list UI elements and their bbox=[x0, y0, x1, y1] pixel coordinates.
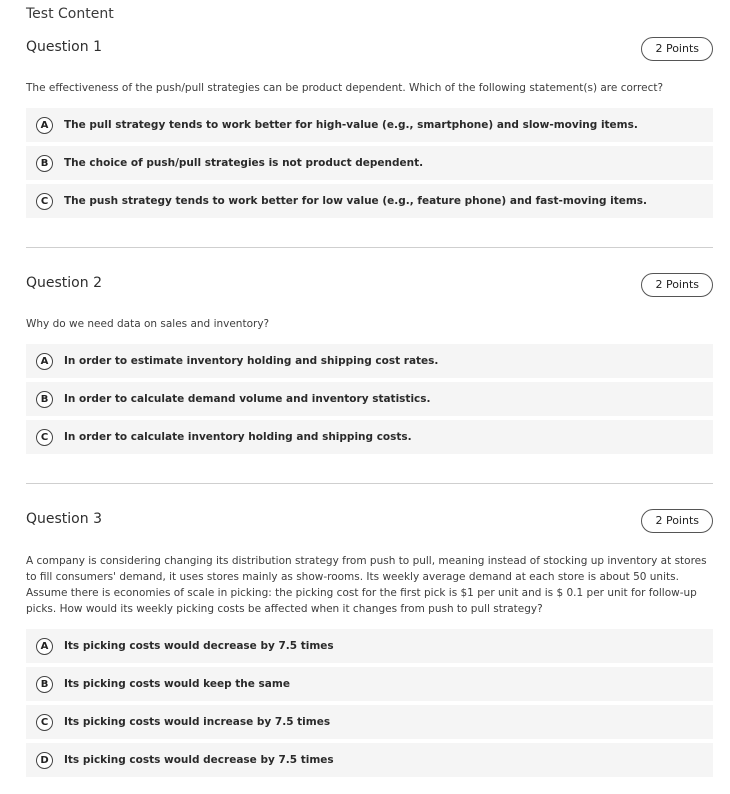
option-text: In order to estimate inventory holding and shipping cost rates. bbox=[64, 355, 439, 367]
option-text: The push strategy tends to work better for low value (e.g., feature phone) and fast-moving items. bbox=[64, 195, 648, 207]
option-b[interactable] bbox=[26, 146, 713, 180]
option-a[interactable] bbox=[26, 108, 713, 142]
question-header bbox=[26, 37, 713, 61]
option-text: In order to calculate inventory holding and shipping costs. bbox=[64, 431, 412, 443]
option-c[interactable] bbox=[26, 184, 713, 218]
answer-options bbox=[26, 629, 713, 781]
option-text: Its picking costs would keep the same bbox=[64, 678, 290, 690]
page-title: Test Content bbox=[26, 6, 114, 22]
option-text: Its picking costs would decrease by 7.5 times bbox=[64, 754, 334, 766]
option-letter-badge: B bbox=[36, 676, 53, 693]
option-letter-badge: A bbox=[36, 638, 53, 655]
question-1 bbox=[26, 37, 713, 207]
option-letter-badge: B bbox=[36, 391, 53, 408]
option-text: Its picking costs would decrease by 7.5 times bbox=[64, 640, 334, 652]
option-d[interactable] bbox=[26, 743, 713, 777]
option-letter-badge: A bbox=[36, 117, 53, 134]
question-3 bbox=[26, 509, 713, 766]
option-letter-badge: C bbox=[36, 193, 53, 210]
question-title: Question 1 bbox=[26, 39, 102, 55]
points-badge: 2 Points bbox=[641, 273, 713, 297]
option-letter-badge: C bbox=[36, 714, 53, 731]
option-a[interactable] bbox=[26, 344, 713, 378]
option-text: Its picking costs would increase by 7.5 times bbox=[64, 716, 331, 728]
answer-options bbox=[26, 344, 713, 458]
option-a[interactable] bbox=[26, 629, 713, 663]
option-c[interactable] bbox=[26, 420, 713, 454]
answer-options bbox=[26, 108, 713, 222]
question-2 bbox=[26, 273, 713, 443]
option-text: The choice of push/pull strategies is not product dependent. bbox=[64, 157, 424, 169]
option-b[interactable] bbox=[26, 382, 713, 416]
question-header bbox=[26, 273, 713, 297]
option-c[interactable] bbox=[26, 705, 713, 739]
section-divider bbox=[26, 483, 713, 484]
question-header bbox=[26, 509, 713, 533]
option-letter-badge: B bbox=[36, 155, 53, 172]
option-b[interactable] bbox=[26, 667, 713, 701]
question-prompt: A company is considering changing its distribution strategy from push to pull, meaning instead of stocking up inventory at stores to fill consumers' demand, it uses stores mainly as show-rooms. Its weekly average demand at each store is about 50 units. Assume there is economies of scale in picking: the picking cost for the first pick is $1 per unit and is $ 0.1 per unit for follow-up picks. How would its weekly picking costs be affected when it changes from push to pull strategy? bbox=[26, 555, 707, 615]
question-prompt: The effectiveness of the push/pull strategies can be product dependent. Which of the following statement(s) are correct? bbox=[26, 82, 664, 94]
question-prompt: Why do we need data on sales and inventory? bbox=[26, 318, 270, 330]
option-letter-badge: D bbox=[36, 752, 53, 769]
option-letter-badge: C bbox=[36, 429, 53, 446]
question-title: Question 3 bbox=[26, 511, 102, 527]
section-divider bbox=[26, 247, 713, 248]
points-badge: 2 Points bbox=[641, 37, 713, 61]
option-text: In order to calculate demand volume and inventory statistics. bbox=[64, 393, 431, 405]
option-text: The pull strategy tends to work better for high-value (e.g., smartphone) and slow-moving items. bbox=[64, 119, 638, 131]
option-letter-badge: A bbox=[36, 353, 53, 370]
question-title: Question 2 bbox=[26, 275, 102, 291]
points-badge: 2 Points bbox=[641, 509, 713, 533]
